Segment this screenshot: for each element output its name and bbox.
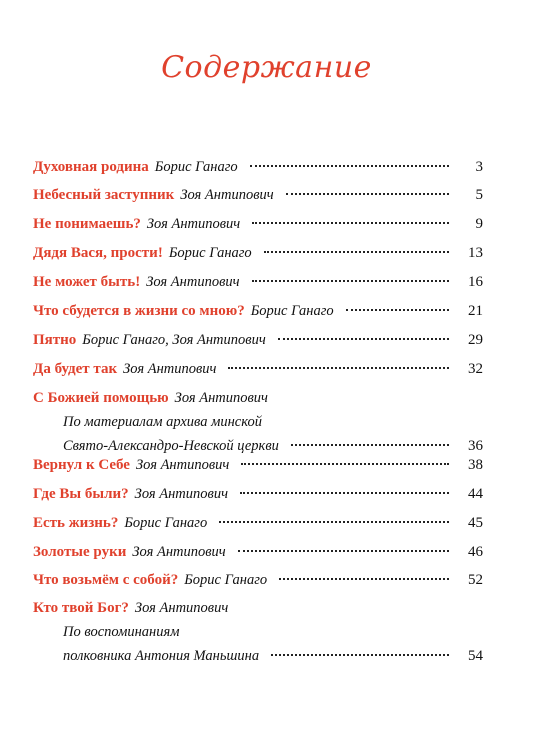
toc-entry [33, 211, 483, 237]
entry-note: полковника Антония Маньшина [63, 648, 260, 664]
toc-entry [33, 567, 483, 593]
dot-leader [241, 463, 449, 465]
entry-page: 21 [468, 303, 483, 319]
entry-author: Зоя Антипович [134, 600, 229, 616]
dot-leader [219, 521, 449, 523]
toc-entry [33, 240, 483, 266]
entry-page: 54 [468, 648, 483, 664]
entry-author: Зоя Антипович [135, 457, 230, 473]
entry-title: Золотые руки [33, 544, 127, 560]
entry-title: Вернул к Себе [33, 457, 130, 473]
entry-author: Зоя Антипович [174, 390, 268, 406]
entry-title: Небесный заступник [33, 187, 175, 203]
entry-page: 29 [468, 332, 483, 348]
dot-leader [264, 251, 449, 253]
entry-page: 45 [468, 515, 483, 531]
entry-author: Борис Ганаго [168, 245, 252, 261]
page-title: Содержание [161, 50, 372, 85]
entry-author: Борис Ганаго [154, 159, 238, 175]
entry-note: Свято-Александро-Невской церкви [63, 438, 279, 454]
toc-entry [33, 182, 483, 208]
toc-entry [33, 154, 483, 180]
entry-author: Зоя Антипович [132, 544, 226, 560]
entry-title: Что возьмём с собой? [33, 572, 179, 588]
entry-title: Да будет так [33, 361, 118, 377]
dot-leader [250, 165, 449, 167]
dot-leader [271, 654, 449, 656]
dot-leader [346, 309, 449, 311]
entry-page: 13 [468, 245, 483, 261]
toc-entry [33, 385, 483, 459]
entry-page: 44 [468, 486, 483, 502]
entry-title: Пятно [33, 332, 77, 348]
toc-entry [33, 539, 483, 565]
dot-leader [228, 367, 449, 369]
entry-page: 52 [468, 572, 483, 588]
dot-leader [278, 338, 449, 340]
entry-author: Зоя Антипович [146, 274, 240, 290]
toc-entry [33, 452, 483, 478]
dot-leader [286, 193, 449, 195]
toc-entry [33, 481, 483, 507]
toc-entry [33, 298, 483, 324]
entry-title: Не может быть! [33, 274, 141, 290]
entry-page: 5 [475, 187, 483, 203]
toc-entry [33, 595, 483, 669]
toc-entry [33, 356, 483, 382]
dot-leader [252, 222, 449, 224]
toc-entry [33, 269, 483, 295]
entry-author: Зоя Антипович [123, 361, 217, 377]
entry-page: 46 [468, 544, 483, 560]
entry-note: По материалам архива минской [63, 414, 262, 430]
entry-title: Что сбудется в жизни со мною? [33, 303, 245, 319]
dot-leader [279, 578, 449, 580]
entry-page: 9 [475, 216, 483, 232]
entry-page: 36 [468, 438, 483, 454]
entry-author: Зоя Антипович [134, 486, 228, 502]
entry-author: Борис Ганаго [184, 572, 268, 588]
dot-leader [238, 550, 449, 552]
entry-author: Борис Ганаго [250, 303, 334, 319]
entry-title: Где Вы были? [33, 486, 129, 502]
entry-title: С Божией помощью [33, 390, 169, 406]
dot-leader [252, 280, 449, 282]
dot-leader [291, 444, 449, 446]
dot-leader [240, 492, 449, 494]
entry-page: 3 [475, 159, 483, 175]
toc-entry [33, 510, 483, 536]
entry-title: Духовная родина [33, 159, 149, 175]
entry-note: По воспоминаниям [63, 624, 180, 640]
entry-title: Не понимаешь? [33, 216, 141, 232]
entry-author: Борис Ганаго [124, 515, 208, 531]
entry-title: Дядя Вася, прости! [33, 245, 163, 261]
entry-page: 32 [468, 361, 483, 377]
toc-entry [33, 327, 483, 353]
entry-title: Есть жизнь? [33, 515, 119, 531]
entry-author: Зоя Антипович [180, 187, 274, 203]
entry-author: Борис Ганаго, Зоя Антипович [82, 332, 266, 348]
entry-page: 38 [468, 457, 483, 473]
entry-title: Кто твой Бог? [33, 600, 129, 616]
entry-author: Зоя Антипович [146, 216, 241, 232]
entry-page: 16 [468, 274, 483, 290]
